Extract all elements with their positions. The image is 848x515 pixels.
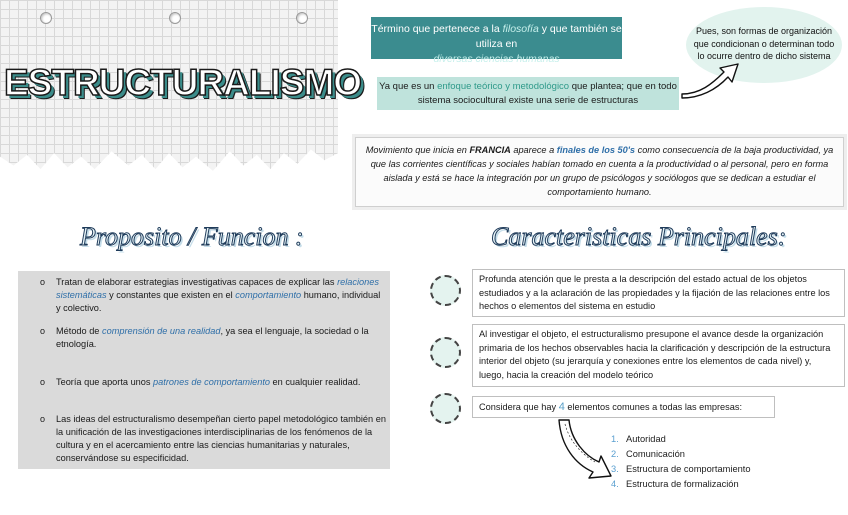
purpose-heading: Proposito / Funcion : (80, 222, 304, 251)
description-text: como consecuencia de la baja productividad, ya que las corrientes científicas y sociales habían tomado en cuenta a la productividad o al personal, pero en forma aislada y está se hace la integración por un grupo de psicólogos y sociólogos que se dedican a estudiar el comportamiento humano. (370, 145, 834, 197)
item-highlight: comportamiento (235, 290, 302, 300)
term-highlight: filosofía (502, 23, 539, 35)
characteristics-heading: Caracteristicas Principales: (491, 222, 787, 251)
description-box (355, 137, 844, 207)
bullet-icon: o (40, 377, 46, 387)
list-label: Autoridad (626, 434, 666, 444)
bullet-circle-icon (430, 275, 461, 306)
list-number: 3. (611, 464, 619, 474)
term-highlight: diversas ciencias humanas (433, 53, 560, 65)
bullet-icon: o (40, 277, 46, 287)
list-number: 4. (611, 479, 619, 489)
description-text: Movimiento que inicia en (365, 145, 470, 155)
paper-hole (40, 12, 52, 24)
approach-highlight: enfoque teórico y metodológico (437, 81, 570, 92)
elements-list (611, 432, 751, 492)
characteristic-box (472, 396, 775, 418)
term-text: y que también se utiliza en (475, 23, 622, 50)
item-text: , ya sea el lenguaje, la sociedad o la etnología. (56, 326, 369, 349)
description-text: aparece a (510, 145, 557, 155)
list-number: 1. (611, 434, 619, 444)
characteristic-text: elementos comunes a todas las empresas: (564, 402, 743, 412)
item-text: Método de (56, 326, 102, 336)
description-country: FRANCIA (469, 145, 511, 155)
element-count: 4 (558, 401, 565, 413)
term-text: Término que pertenece a la (371, 23, 503, 35)
characteristic-text: Profunda atención que le presta a la descripción del estado actual de los objetos estudiados y a la aclaración de las propiedades y la fijación de las relaciones entre los hechos o elementos del sistema en estudio (479, 274, 830, 311)
characteristic-box (472, 324, 845, 387)
characteristic-text: Al investigar el objeto, el estructuralismo presupone el avance desde la organización primaria de los hechos observables hacia la clarificación y descripción de la estructura interior del objeto (su jerarquía y conexiones entre los elementos de cada nivel) y, luego, hacia la creación del modelo teórico (479, 329, 831, 380)
list-item (611, 462, 751, 477)
item-text: en cualquier realidad. (270, 377, 361, 387)
list-label: Estructura de formalización (626, 479, 739, 489)
list-item (611, 447, 751, 462)
list-item (611, 477, 751, 492)
item-text: humano, individual y colectivo. (56, 290, 381, 313)
term-definition-box (371, 17, 622, 65)
item-text: y constantes que existen en el (106, 290, 236, 300)
approach-text: que plantea; que en todo sistema sociocultural existe una serie de estructuras (417, 81, 677, 106)
list-number: 2. (611, 449, 619, 459)
item-text: Las ideas del estructuralismo desempeñan cierto papel metodológico también en la unificación de las investigaciones interdisciplinarias de los fenómenos de la cultura y en el acercamiento entre las ciencias humanitarias y naturales, conservándose su especificidad. (56, 414, 386, 463)
list-item (611, 432, 751, 447)
purpose-panel (18, 271, 390, 469)
paper-hole (169, 12, 181, 24)
bullet-icon: o (40, 326, 46, 336)
bullet-icon: o (40, 414, 46, 424)
list-label: Comunicación (626, 449, 685, 459)
approach-box (377, 77, 679, 110)
description-date: finales de los 50's (556, 145, 636, 155)
item-highlight: comprensión de una realidad (101, 326, 221, 336)
bullet-circle-icon (430, 393, 461, 424)
approach-text: Ya que es un (379, 81, 438, 92)
item-text: Teoría que aporta unos (56, 377, 154, 387)
item-text: Tratan de elaborar estrategias investigativas capaces de explicar las (56, 277, 338, 287)
list-label: Estructura de comportamiento (626, 464, 751, 474)
characteristic-text: Considera que hay (479, 402, 559, 412)
page-title: ESTRUCTURALISMO (4, 62, 362, 103)
bubble-text: Pues, son formas de organización que condicionan o determinan todo lo ocurre dentro de dicho sistema (693, 26, 835, 61)
paper-hole (296, 12, 308, 24)
curved-arrow-icon (680, 60, 750, 100)
bullet-circle-icon (430, 337, 461, 368)
characteristic-box (472, 269, 845, 317)
curved-arrow-icon (555, 418, 615, 483)
item-highlight: relaciones sistemáticas (56, 277, 379, 300)
item-highlight: patrones de comportamiento (153, 377, 270, 387)
